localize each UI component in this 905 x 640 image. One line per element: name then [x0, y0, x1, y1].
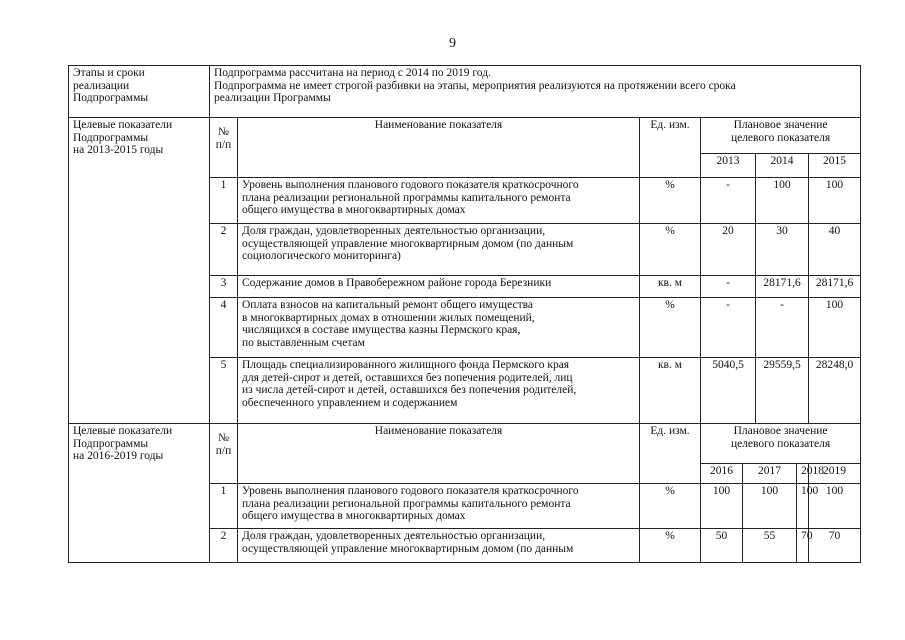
unit: %: [640, 298, 701, 358]
row-number: 4: [210, 298, 238, 358]
row-number: 1: [210, 484, 238, 529]
year-header: 2018: [797, 464, 809, 484]
indicator-value: 100: [809, 484, 861, 529]
indicator-value: 28171,6: [756, 276, 809, 298]
header-num: № п/п: [210, 424, 238, 484]
header-unit: Ед. изм.: [640, 118, 701, 178]
year-header: 2017: [743, 464, 797, 484]
indicator-name: Содержание домов в Правобережном районе города Березники: [238, 276, 640, 298]
row-number: 2: [210, 224, 238, 276]
block2-label: Целевые показатели Подпрограммы на 2016-2019 годы: [69, 424, 210, 563]
unit: %: [640, 484, 701, 529]
indicator-name: Уровень выполнения планового годового показателя краткосрочного плана реализации региональной программы капитального ремонта общего имущества в многоквартирных домах: [238, 178, 640, 224]
header-name: Наименование показателя: [238, 424, 640, 484]
indicator-name: Доля граждан, удовлетворенных деятельностью организации, осуществляющей управление многоквартирным домом (по данным социологического мониторинга): [238, 224, 640, 276]
year-header: 2014: [756, 154, 809, 178]
indicator-name: Площадь специализированного жилищного фонда Пермского края для детей-сирот и детей, оставшихся без попечения родителей, лиц из числа детей-сирот и детей, оставшихся без попечения родителей, обеспеченного управлением и содержанием: [238, 358, 640, 424]
year-header: 2019: [809, 464, 861, 484]
year-header: 2015: [809, 154, 861, 178]
stages-text-line: Подпрограмма рассчитана на период с 2014 по 2019 год.: [214, 67, 491, 79]
indicator-value: 100: [797, 484, 809, 529]
year-header: 2013: [701, 154, 756, 178]
header-num: № п/п: [210, 118, 238, 178]
indicator-value: 50: [701, 529, 743, 563]
indicator-value: 70: [797, 529, 809, 563]
indicator-value: 5040,5: [701, 358, 756, 424]
indicator-value: 55: [743, 529, 797, 563]
header-unit: Ед. изм.: [640, 424, 701, 484]
indicator-value: 100: [809, 178, 861, 224]
indicator-value: -: [701, 298, 756, 358]
indicator-name: Доля граждан, удовлетворенных деятельностью организации, осуществляющей управление многоквартирным домом (по данным: [238, 529, 640, 563]
row-number: 5: [210, 358, 238, 424]
unit: %: [640, 178, 701, 224]
indicator-value: 29559,5: [756, 358, 809, 424]
block1-label: Целевые показатели Подпрограммы на 2013-2015 годы: [69, 118, 210, 424]
row-number: 2: [210, 529, 238, 563]
unit: %: [640, 224, 701, 276]
header-plan: Плановое значение целевого показателя: [701, 118, 861, 154]
indicator-value: 100: [743, 484, 797, 529]
stages-text-line: реализации Программы: [214, 92, 331, 104]
indicator-name: Уровень выполнения планового годового показателя краткосрочного плана реализации региональной программы капитального ремонта общего имущества в многоквартирных домах: [238, 484, 640, 529]
row-number: 3: [210, 276, 238, 298]
indicator-value: 100: [809, 298, 861, 358]
stages-label: Этапы и сроки реализации Подпрограммы: [69, 66, 210, 118]
unit: %: [640, 529, 701, 563]
unit: кв. м: [640, 358, 701, 424]
stages-text: [210, 66, 861, 118]
unit: кв. м: [640, 276, 701, 298]
indicator-value: 28171,6: [809, 276, 861, 298]
indicator-value: -: [701, 276, 756, 298]
indicator-name: Оплата взносов на капитальный ремонт общего имущества в многоквартирных домах в отношении жилых помещений, числящихся в составе имущества казны Пермского края, по выставленным счетам: [238, 298, 640, 358]
year-header: 2016: [701, 464, 743, 484]
subprogram-passport-table: [68, 65, 861, 563]
indicator-value: 30: [756, 224, 809, 276]
indicator-value: 70: [809, 529, 861, 563]
indicator-value: 100: [701, 484, 743, 529]
header-plan: Плановое значение целевого показателя: [701, 424, 861, 464]
header-name: Наименование показателя: [238, 118, 640, 178]
row-number: 1: [210, 178, 238, 224]
page-number: 9: [449, 36, 456, 51]
stages-text-line: Подпрограмма не имеет строгой разбивки на этапы, мероприятия реализуются на протяжении всего срока: [214, 79, 736, 92]
indicator-value: 20: [701, 224, 756, 276]
indicator-value: 28248,0: [809, 358, 861, 424]
indicator-value: 40: [809, 224, 861, 276]
indicator-value: -: [701, 178, 756, 224]
indicator-value: -: [756, 298, 809, 358]
indicator-value: 100: [756, 178, 809, 224]
